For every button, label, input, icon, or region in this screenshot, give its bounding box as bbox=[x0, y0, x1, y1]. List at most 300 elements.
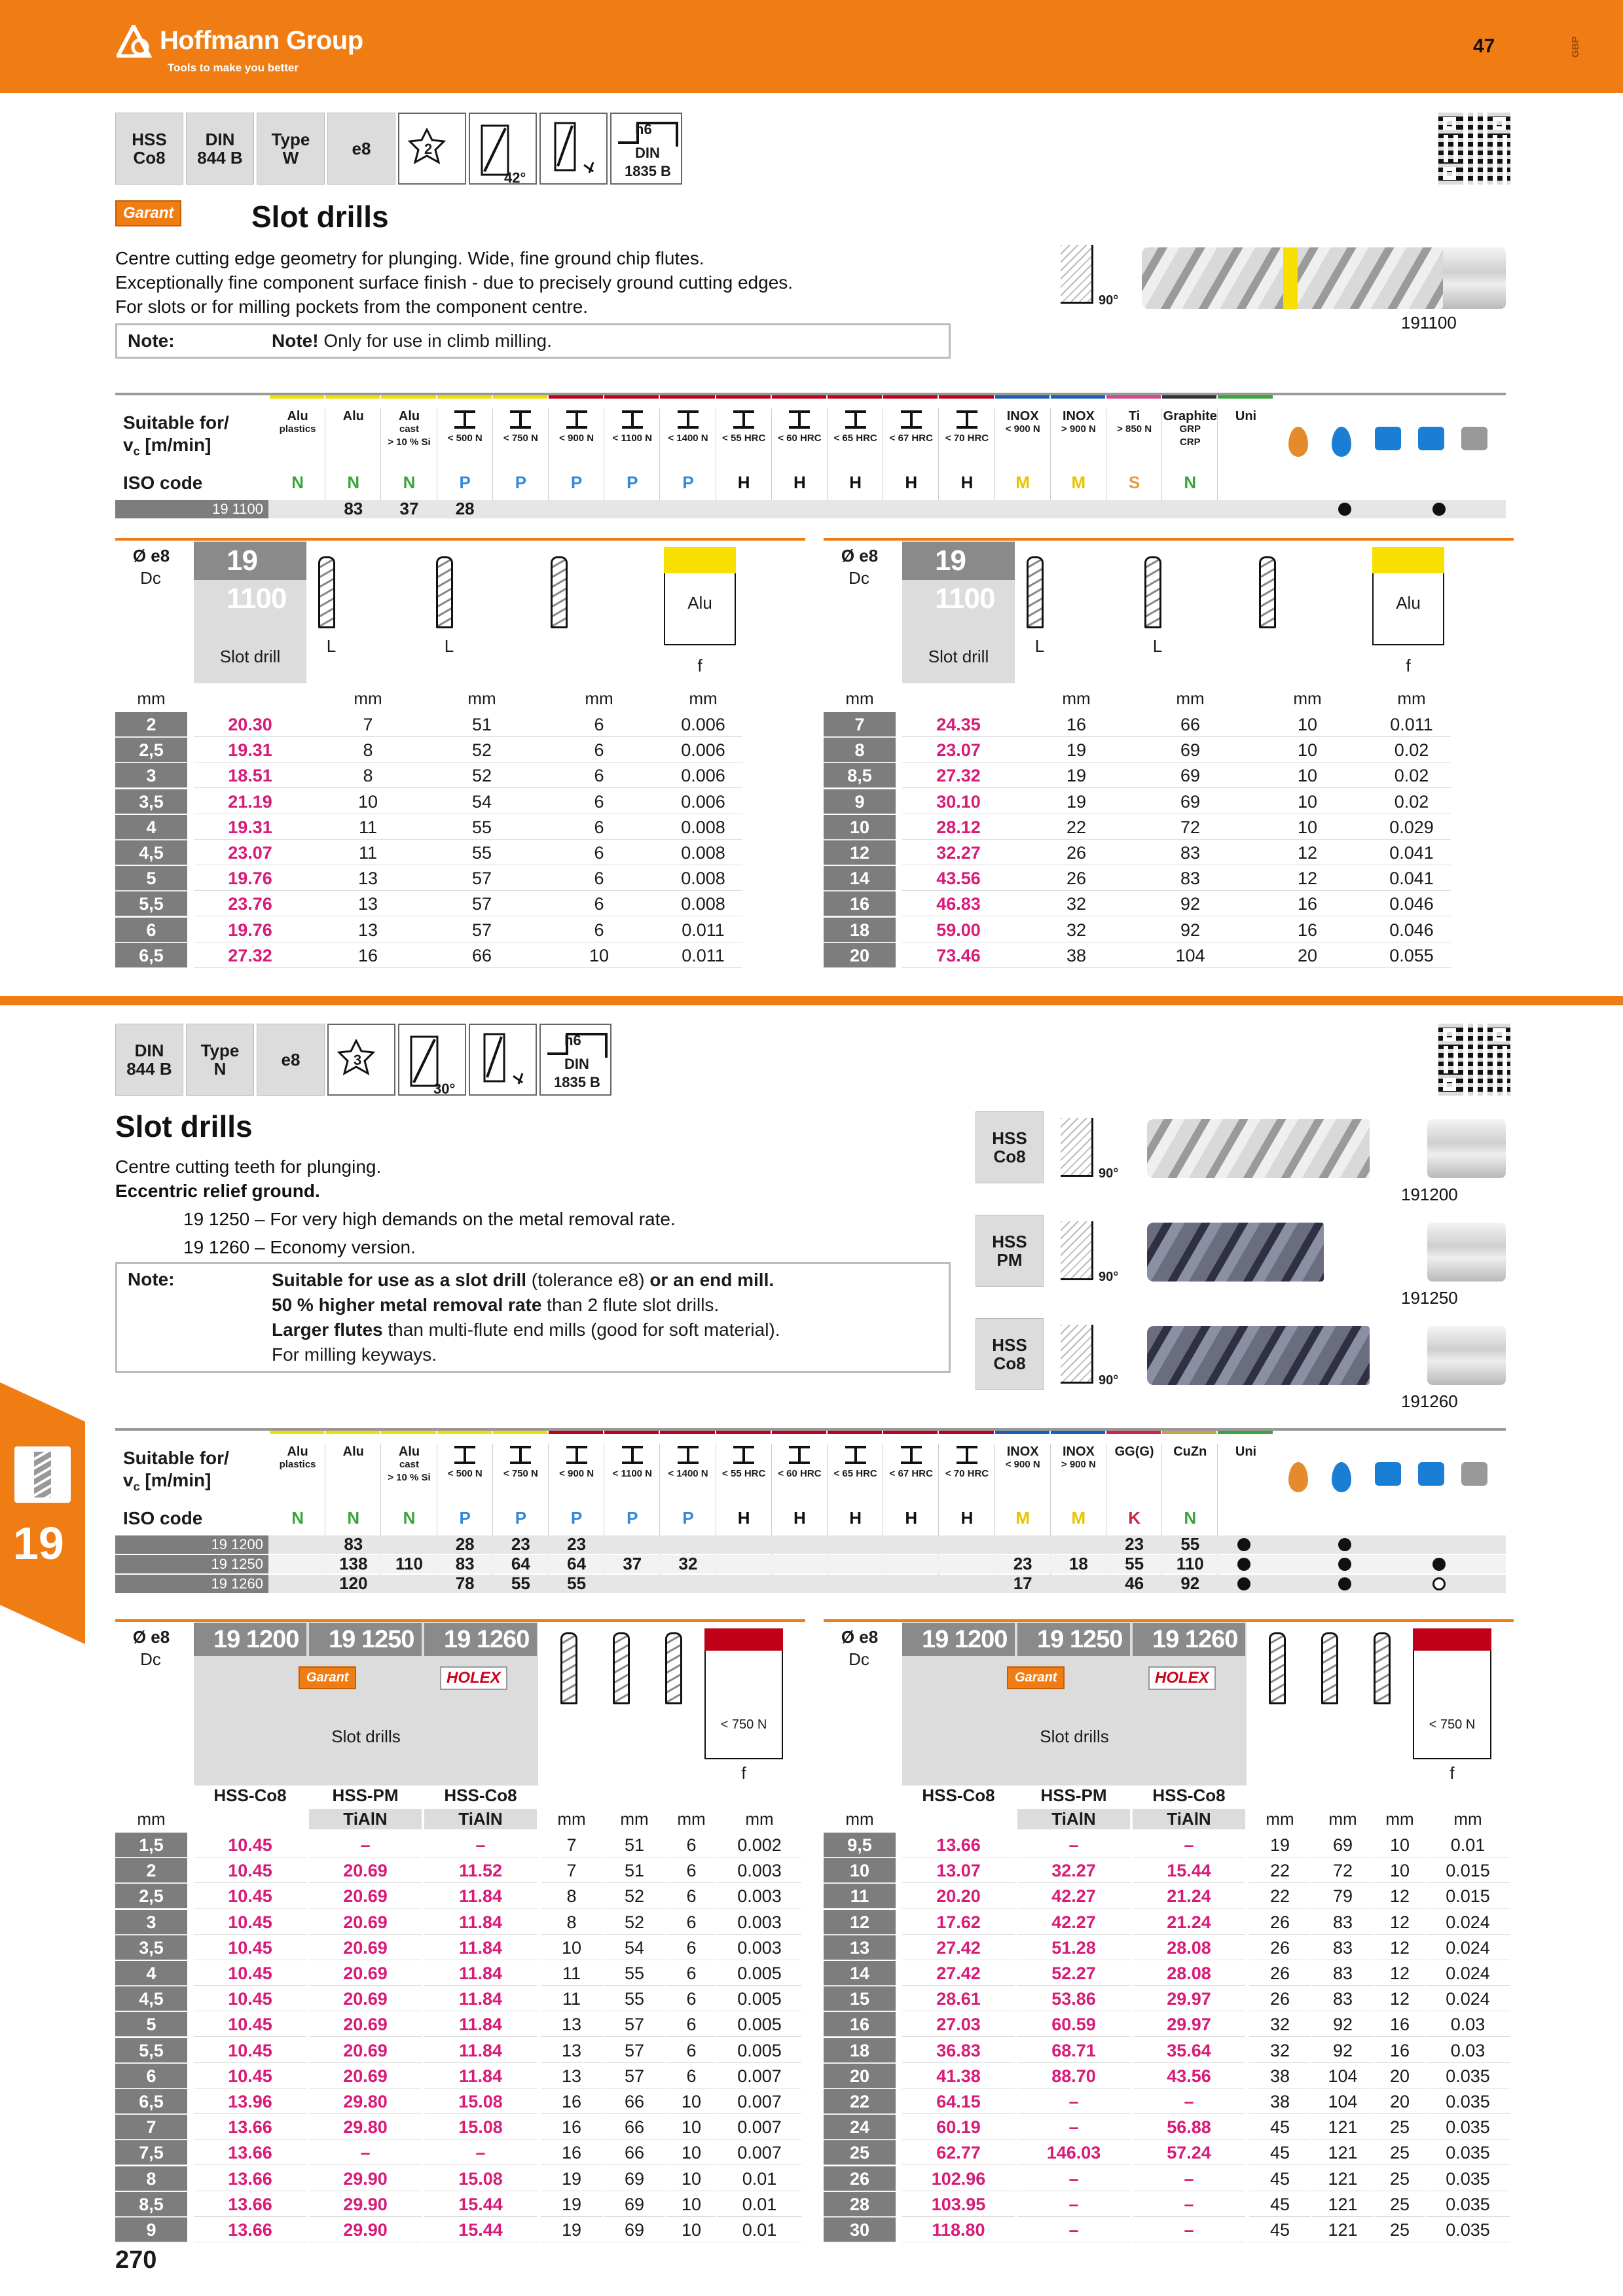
price-cell[interactable]: 29.90 bbox=[309, 2217, 422, 2242]
iso-code: H bbox=[849, 473, 862, 492]
table-cell: 0.006 bbox=[664, 789, 742, 814]
price-cell[interactable]: 28.12 bbox=[902, 815, 1015, 840]
price-cell[interactable]: 43.56 bbox=[1133, 2064, 1245, 2089]
price-cell[interactable]: 29.80 bbox=[309, 2089, 422, 2114]
table-cell: 0.003 bbox=[718, 1858, 801, 1883]
cutting-speed-value: 64 bbox=[567, 1554, 587, 1573]
price-cell[interactable]: – bbox=[1133, 2089, 1245, 2114]
price-cell[interactable]: – bbox=[1133, 1833, 1245, 1857]
table-cell: 83 bbox=[1138, 840, 1243, 865]
price-cell[interactable]: 19.76 bbox=[194, 866, 306, 891]
tool-shank bbox=[1427, 1119, 1506, 1178]
price-cell[interactable]: 28.08 bbox=[1133, 1935, 1245, 1960]
iso-code: N bbox=[1184, 473, 1197, 492]
qr-code-icon[interactable] bbox=[1438, 1024, 1510, 1096]
price-cell[interactable]: 73.46 bbox=[902, 943, 1015, 968]
material-color-bar bbox=[1106, 1431, 1161, 1434]
price-cell[interactable]: 35.64 bbox=[1133, 2038, 1245, 2063]
price-cell[interactable]: 27.03 bbox=[902, 2012, 1015, 2037]
iso-code: H bbox=[960, 1508, 974, 1528]
price-cell[interactable]: 11.84 bbox=[424, 1884, 537, 1909]
price-cell[interactable]: 19.76 bbox=[194, 918, 306, 942]
table-cell: 19 bbox=[541, 2192, 602, 2217]
price-cell[interactable]: 53.86 bbox=[1017, 1986, 1130, 2011]
price-cell[interactable]: 11.84 bbox=[424, 2038, 537, 2063]
price-cell[interactable]: 20.20 bbox=[902, 1884, 1015, 1909]
price-cell[interactable]: – bbox=[1133, 2192, 1245, 2217]
price-cell[interactable]: 21.24 bbox=[1133, 1910, 1245, 1935]
price-cell[interactable]: 36.83 bbox=[902, 2038, 1015, 2063]
brand-tagline: Tools to make you better bbox=[168, 62, 299, 74]
spec-tolerance bbox=[327, 113, 395, 185]
price-cell[interactable]: 20.69 bbox=[309, 1910, 422, 1935]
price-cell[interactable]: 15.08 bbox=[424, 2166, 537, 2191]
price-cell[interactable]: – bbox=[1133, 2166, 1245, 2191]
price-cell[interactable]: 24.35 bbox=[902, 712, 1015, 737]
shank-h6-icon-text: h6 bbox=[564, 1032, 581, 1049]
table-cell: 6 bbox=[534, 789, 664, 814]
price-cell[interactable]: 11.84 bbox=[424, 1935, 537, 1960]
spec-din-text: 844 B bbox=[126, 1059, 172, 1079]
spec-type-text: Type bbox=[271, 130, 310, 149]
diameter-cell: 16 bbox=[824, 891, 896, 916]
price-cell[interactable]: 57.24 bbox=[1133, 2140, 1245, 2165]
coating-header: TiAlN bbox=[424, 1809, 537, 1829]
iso-code: H bbox=[793, 473, 806, 492]
price-cell[interactable]: 29.90 bbox=[309, 2166, 422, 2191]
steel-beam-icon bbox=[898, 410, 924, 429]
price-cell[interactable]: 11.52 bbox=[424, 1858, 537, 1883]
cutting-speed-value: 138 bbox=[339, 1554, 368, 1573]
material-color-bar bbox=[660, 395, 714, 399]
price-cell[interactable]: 13.66 bbox=[194, 2192, 306, 2217]
price-cell[interactable]: 46.83 bbox=[902, 891, 1015, 916]
tip-angle-label: 90° bbox=[1099, 293, 1119, 308]
table-cell: 121 bbox=[1312, 2115, 1374, 2140]
price-cell[interactable]: 10.45 bbox=[194, 1858, 306, 1883]
price-cell[interactable]: 15.08 bbox=[424, 2115, 537, 2140]
unit-label: mm bbox=[1266, 1809, 1294, 1829]
material-column-13: INOX < 900 N bbox=[1005, 1444, 1040, 1470]
table-cell: 0.02 bbox=[1372, 738, 1451, 762]
price-cell[interactable]: – bbox=[1133, 2217, 1245, 2242]
price-cell[interactable]: 43.56 bbox=[902, 866, 1015, 891]
iso-code: H bbox=[737, 473, 750, 492]
price-cell[interactable]: 10.45 bbox=[194, 1833, 306, 1857]
price-cell[interactable]: 13.07 bbox=[902, 1858, 1015, 1883]
material-color-bar bbox=[493, 395, 547, 399]
price-cell[interactable]: 27.42 bbox=[902, 1961, 1015, 1986]
qr-code-icon[interactable] bbox=[1438, 113, 1510, 185]
price-cell[interactable]: 11.84 bbox=[424, 2064, 537, 2089]
material-color-bar bbox=[1162, 1431, 1216, 1434]
unit-label: mm bbox=[620, 1809, 649, 1829]
unit-label: mm bbox=[137, 689, 166, 708]
article-number-header: 19 1260 bbox=[1133, 1623, 1245, 1656]
material-color-bar bbox=[437, 1431, 492, 1434]
diameter-cell: 6,5 bbox=[115, 943, 187, 968]
diameter-cell: 2,5 bbox=[115, 1884, 187, 1909]
price-cell[interactable]: 13.96 bbox=[194, 2089, 306, 2114]
material-color-bar bbox=[437, 395, 492, 399]
spray-icon bbox=[1375, 1462, 1401, 1486]
table-cell: 19 bbox=[1015, 763, 1138, 788]
table-cell: 66 bbox=[604, 2089, 665, 2114]
table-cell: 12 bbox=[1375, 1986, 1425, 2011]
table-cell: 16 bbox=[541, 2089, 602, 2114]
table-cell: 79 bbox=[1312, 1884, 1374, 1909]
price-cell[interactable]: 20.69 bbox=[309, 1858, 422, 1883]
iso-code: N bbox=[347, 473, 360, 492]
table-cell: 7 bbox=[541, 1833, 602, 1857]
price-cell[interactable]: 59.00 bbox=[902, 918, 1015, 942]
material-color-bar bbox=[772, 1431, 826, 1434]
table-cell: 6 bbox=[534, 866, 664, 891]
shank-h6-icon bbox=[539, 1024, 611, 1096]
suitable-dot-icon bbox=[1338, 1577, 1351, 1590]
spec-material-text: Co8 bbox=[133, 148, 166, 168]
matrix-row bbox=[115, 500, 1506, 518]
price-cell[interactable]: 28.61 bbox=[902, 1986, 1015, 2011]
price-cell[interactable]: 27.42 bbox=[902, 1935, 1015, 1960]
price-cell[interactable]: 68.71 bbox=[1017, 2038, 1130, 2063]
material-color-bar bbox=[325, 395, 380, 399]
tip-angle-label: 90° bbox=[1099, 1166, 1119, 1181]
price-cell[interactable]: 13.66 bbox=[902, 1833, 1015, 1857]
tip-angle-label: 90° bbox=[1099, 1270, 1119, 1284]
price-cell[interactable]: 15.44 bbox=[424, 2217, 537, 2242]
price-cell[interactable]: 11.84 bbox=[424, 1910, 537, 1935]
iso-code: P bbox=[682, 1508, 694, 1528]
table-cell: 32 bbox=[1249, 2038, 1311, 2063]
table-cell: 0.011 bbox=[664, 918, 742, 942]
tool-material-box: HSS Co8 bbox=[976, 1111, 1044, 1183]
price-cell[interactable]: 13.66 bbox=[194, 2166, 306, 2191]
price-cell[interactable]: – bbox=[309, 1833, 422, 1857]
price-cell[interactable]: 102.96 bbox=[902, 2166, 1015, 2191]
table-cell: 16 bbox=[1015, 712, 1138, 737]
price-cell[interactable]: 13.66 bbox=[194, 2115, 306, 2140]
vc-label: $v_c$ [m/min] bbox=[123, 1470, 211, 1494]
price-cell[interactable]: 62.77 bbox=[902, 2140, 1015, 2165]
steel-beam-icon bbox=[898, 1445, 924, 1465]
price-cell[interactable]: 23.76 bbox=[194, 891, 306, 916]
iso-code: P bbox=[515, 1508, 527, 1528]
table-cell: 52 bbox=[429, 763, 534, 788]
table-cell: 83 bbox=[1312, 1961, 1374, 1986]
table-cell: 69 bbox=[1138, 738, 1243, 762]
table-cell: 121 bbox=[1312, 2166, 1374, 2191]
table-cell: 16 bbox=[541, 2115, 602, 2140]
price-cell[interactable]: 20.69 bbox=[309, 1961, 422, 1986]
price-cell[interactable]: – bbox=[1017, 2217, 1130, 2242]
diameter-cell: 5 bbox=[115, 2012, 187, 2037]
cutting-speed-value: 23 bbox=[1013, 1554, 1032, 1573]
price-cell[interactable]: 10.45 bbox=[194, 1884, 306, 1909]
price-cell[interactable]: 51.28 bbox=[1017, 1935, 1130, 1960]
table-cell: 13 bbox=[541, 2038, 602, 2063]
diameter-cell: 8 bbox=[115, 2166, 187, 2191]
price-cell[interactable]: 27.32 bbox=[902, 763, 1015, 788]
table-cell: 0.011 bbox=[1372, 712, 1451, 737]
cutting-speed-value: 83 bbox=[344, 1534, 363, 1554]
price-cell[interactable]: 15.44 bbox=[1133, 1858, 1245, 1883]
table-cell: 16 bbox=[1243, 891, 1372, 916]
iso-code: H bbox=[793, 1508, 806, 1528]
material-color-bar bbox=[772, 395, 826, 399]
iso-code: K bbox=[1128, 1508, 1140, 1528]
price-cell[interactable]: 20.69 bbox=[309, 1935, 422, 1960]
table-cell: 66 bbox=[604, 2140, 665, 2165]
price-cell[interactable]: – bbox=[1017, 2089, 1130, 2114]
price-cell[interactable]: 146.03 bbox=[1017, 2140, 1130, 2165]
diameter-cell: 2 bbox=[115, 712, 187, 737]
diameter-cell: 2 bbox=[115, 1858, 187, 1883]
article-number-header: 19 1250 bbox=[1017, 1623, 1130, 1656]
table-cell: 10 bbox=[1243, 738, 1372, 762]
table-cell: 6 bbox=[666, 1858, 716, 1883]
price-cell[interactable]: 15.44 bbox=[424, 2192, 537, 2217]
price-cell[interactable]: 13.66 bbox=[194, 2217, 306, 2242]
cutting-speed-value: 23 bbox=[1125, 1534, 1144, 1554]
price-cell[interactable]: 20.69 bbox=[309, 2064, 422, 2089]
cutting-speed-value: 64 bbox=[511, 1554, 530, 1573]
material-column-4: < 750 N bbox=[493, 1445, 549, 1480]
diameter-cell: 9,5 bbox=[824, 1833, 896, 1857]
material-column-6: < 1100 N bbox=[604, 1445, 660, 1480]
material-column-5: < 900 N bbox=[549, 410, 604, 445]
matrix-row bbox=[115, 1535, 1506, 1554]
steel-beam-icon bbox=[507, 1445, 534, 1465]
price-cell[interactable]: 32.27 bbox=[902, 840, 1015, 865]
vc-label: $v_c$ [m/min] bbox=[123, 435, 211, 458]
price-cell[interactable]: 60.19 bbox=[902, 2115, 1015, 2140]
tool-material-box: HSS Co8 bbox=[976, 1318, 1044, 1390]
table-cell: 0.007 bbox=[718, 2064, 801, 2089]
material-column-0: Alu plastics bbox=[279, 1444, 316, 1470]
price-cell[interactable]: 28.08 bbox=[1133, 1961, 1245, 1986]
spec-tolerance-text: e8 bbox=[352, 139, 371, 158]
table-cell: 0.005 bbox=[718, 1961, 801, 1986]
price-cell[interactable]: 19.31 bbox=[194, 738, 306, 762]
price-cell[interactable]: 21.24 bbox=[1133, 1884, 1245, 1909]
tool-article-number: 191200 bbox=[1401, 1185, 1458, 1204]
price-cell[interactable]: – bbox=[424, 2140, 537, 2165]
dc-header: Ø e8 bbox=[841, 1627, 879, 1647]
price-cell[interactable]: 42.27 bbox=[1017, 1910, 1130, 1935]
diameter-cell: 25 bbox=[824, 2140, 896, 2165]
price-cell[interactable]: 20.30 bbox=[194, 712, 306, 737]
price-cell[interactable]: 29.97 bbox=[1133, 2012, 1245, 2037]
flutes-icon-text: 3 bbox=[354, 1052, 362, 1068]
price-cell[interactable]: 20.69 bbox=[309, 1986, 422, 2011]
price-cell[interactable]: 23.07 bbox=[194, 840, 306, 865]
iso-code-label: ISO code bbox=[123, 1508, 203, 1528]
material-column-0: Alu plastics bbox=[279, 409, 316, 435]
price-cell[interactable]: 13.66 bbox=[194, 2140, 306, 2165]
helix-angle-icon-text: 42° bbox=[504, 170, 526, 186]
table-cell: 32 bbox=[1249, 2012, 1311, 2037]
price-cell[interactable]: 19.31 bbox=[194, 815, 306, 840]
table-cell: 51 bbox=[429, 712, 534, 737]
price-cell[interactable]: 29.97 bbox=[1133, 1986, 1245, 2011]
shank-diameter-icon bbox=[1259, 556, 1276, 628]
price-cell[interactable]: 10.45 bbox=[194, 1961, 306, 1986]
coating-header: TiAlN bbox=[1133, 1809, 1245, 1829]
price-cell[interactable]: 23.07 bbox=[902, 738, 1015, 762]
description-header: Slot drills bbox=[1040, 1727, 1109, 1746]
ltot-header: L bbox=[444, 636, 454, 656]
diameter-cell: 22 bbox=[824, 2089, 896, 2114]
table-cell: 16 bbox=[1375, 2038, 1425, 2063]
material-color-bar bbox=[716, 395, 771, 399]
spec-type bbox=[257, 113, 325, 185]
table-cell: 0.041 bbox=[1372, 866, 1451, 891]
material-column-7: < 1400 N bbox=[660, 410, 716, 445]
material-column-15: GG(G) bbox=[1114, 1444, 1154, 1459]
price-cell[interactable]: – bbox=[309, 2140, 422, 2165]
shank-length-icon bbox=[1269, 1632, 1286, 1704]
steel-beam-icon bbox=[507, 410, 534, 429]
table-cell: 6 bbox=[666, 1961, 716, 1986]
table-cell: 121 bbox=[1312, 2140, 1374, 2165]
optional-dot-icon bbox=[1432, 1577, 1446, 1590]
shank-h6-icon-text: DIN bbox=[564, 1056, 589, 1072]
total-length-icon bbox=[436, 556, 453, 628]
garant-logo: Garant bbox=[299, 1666, 356, 1689]
material-color-bar bbox=[325, 1431, 380, 1434]
price-cell[interactable]: 10.45 bbox=[194, 2038, 306, 2063]
table-cell: 22 bbox=[1249, 1858, 1311, 1883]
ls-header: L bbox=[326, 636, 337, 656]
diameter-cell: 6 bbox=[115, 918, 187, 942]
helix-angle-icon bbox=[469, 113, 537, 185]
price-cell[interactable]: 118.80 bbox=[902, 2217, 1015, 2242]
dc-sub-header: Dc bbox=[140, 568, 161, 588]
table-cell: 10 bbox=[306, 789, 429, 814]
table-cell: 0.008 bbox=[664, 840, 742, 865]
price-cell[interactable]: 20.69 bbox=[309, 2038, 422, 2063]
table-cell: 0.008 bbox=[664, 815, 742, 840]
material-color-bar bbox=[939, 1431, 993, 1434]
tip-angle-icon bbox=[1061, 245, 1093, 304]
table-cell: 0.003 bbox=[718, 1935, 801, 1960]
diameter-cell: 8 bbox=[824, 738, 896, 762]
tip-angle-icon bbox=[1061, 1221, 1093, 1280]
table-cell: 0.035 bbox=[1426, 2115, 1510, 2140]
price-cell[interactable]: 64.15 bbox=[902, 2089, 1015, 2114]
price-cell[interactable]: 20.69 bbox=[309, 1884, 422, 1909]
steel-beam-icon bbox=[452, 1445, 478, 1465]
unit-label: mm bbox=[137, 1809, 166, 1829]
table-cell: 57 bbox=[429, 918, 534, 942]
price-cell[interactable]: 11.84 bbox=[424, 2012, 537, 2037]
price-cell[interactable]: 21.19 bbox=[194, 789, 306, 814]
shank-diameter-icon bbox=[1374, 1632, 1391, 1704]
shank-h6-icon-text: h6 bbox=[635, 121, 652, 137]
note-box bbox=[115, 1262, 951, 1373]
article-number-header: 19 1200 bbox=[902, 1623, 1015, 1656]
price-cell[interactable]: 18.51 bbox=[194, 763, 306, 788]
tool-material-box: HSS PM bbox=[976, 1215, 1044, 1287]
table-cell: 12 bbox=[1375, 1935, 1425, 1960]
table-cell: 52 bbox=[429, 738, 534, 762]
tool-image bbox=[1147, 1326, 1370, 1385]
price-cell[interactable]: 52.27 bbox=[1017, 1961, 1130, 1986]
dc-header: Ø e8 bbox=[132, 546, 170, 565]
material-color-bar bbox=[604, 395, 659, 399]
table-cell: 92 bbox=[1138, 891, 1243, 916]
price-cell[interactable]: – bbox=[1017, 2192, 1130, 2217]
table-cell: 6 bbox=[666, 2064, 716, 2089]
price-cell[interactable]: 10.45 bbox=[194, 2012, 306, 2037]
diameter-cell: 3 bbox=[115, 1910, 187, 1935]
note-text: Note! Only for use in climb milling. bbox=[272, 331, 552, 351]
diameter-cell: 10 bbox=[824, 1858, 896, 1883]
price-cell[interactable]: 11.84 bbox=[424, 1961, 537, 1986]
price-cell[interactable]: 29.90 bbox=[309, 2192, 422, 2217]
diameter-cell: 5,5 bbox=[115, 891, 187, 916]
unit-label: mm bbox=[585, 689, 613, 708]
price-cell[interactable]: – bbox=[1017, 2115, 1130, 2140]
price-cell[interactable]: 41.38 bbox=[902, 2064, 1015, 2089]
price-cell[interactable]: 27.32 bbox=[194, 943, 306, 968]
diameter-cell: 30 bbox=[824, 2217, 896, 2242]
spec-type bbox=[186, 1024, 254, 1096]
price-cell[interactable]: 17.62 bbox=[902, 1910, 1015, 1935]
table-cell: 0.007 bbox=[718, 2089, 801, 2114]
spec-din bbox=[115, 1024, 183, 1096]
material-column-4: < 750 N bbox=[493, 410, 549, 445]
article-number-header: 19 1260 bbox=[424, 1623, 537, 1656]
table-cell: 19 bbox=[1015, 789, 1138, 814]
price-cell[interactable]: 42.27 bbox=[1017, 1884, 1130, 1909]
material-column-6: < 1100 N bbox=[604, 410, 660, 445]
price-cell[interactable]: 15.08 bbox=[424, 2089, 537, 2114]
price-cell[interactable]: – bbox=[1017, 2166, 1130, 2191]
table-cell: 26 bbox=[1015, 840, 1138, 865]
price-cell[interactable]: 29.80 bbox=[309, 2115, 422, 2140]
price-cell[interactable]: 32.27 bbox=[1017, 1858, 1130, 1883]
steel-beam-icon bbox=[619, 1445, 646, 1465]
price-cell[interactable]: 20.69 bbox=[309, 2012, 422, 2037]
fz-header: f bbox=[741, 1763, 746, 1783]
iso-code: P bbox=[459, 473, 471, 492]
price-cell[interactable]: – bbox=[424, 1833, 537, 1857]
price-cell[interactable]: 10.45 bbox=[194, 1986, 306, 2011]
diameter-cell: 6,5 bbox=[115, 2089, 187, 2114]
table-cell: 25 bbox=[1375, 2192, 1425, 2217]
price-cell[interactable]: 11.84 bbox=[424, 1986, 537, 2011]
price-cell[interactable]: 10.45 bbox=[194, 2064, 306, 2089]
iso-code: M bbox=[1015, 473, 1030, 492]
table-cell: 13 bbox=[306, 918, 429, 942]
table-cell: 66 bbox=[429, 943, 534, 968]
cutting-speed-value: 55 bbox=[1125, 1554, 1144, 1573]
price-cell[interactable]: 10.45 bbox=[194, 1910, 306, 1935]
price-cell[interactable]: 30.10 bbox=[902, 789, 1015, 814]
spec-tolerance bbox=[257, 1024, 325, 1096]
price-cell[interactable]: 88.70 bbox=[1017, 2064, 1130, 2089]
diameter-cell: 4 bbox=[115, 815, 187, 840]
price-cell[interactable]: – bbox=[1017, 1833, 1130, 1857]
price-cell[interactable]: 10.45 bbox=[194, 1935, 306, 1960]
unit-label: mm bbox=[845, 689, 874, 708]
material-color-bar bbox=[995, 1431, 1049, 1434]
price-cell[interactable]: 56.88 bbox=[1133, 2115, 1245, 2140]
price-cell[interactable]: 60.59 bbox=[1017, 2012, 1130, 2037]
price-cell[interactable]: 103.95 bbox=[902, 2192, 1015, 2217]
